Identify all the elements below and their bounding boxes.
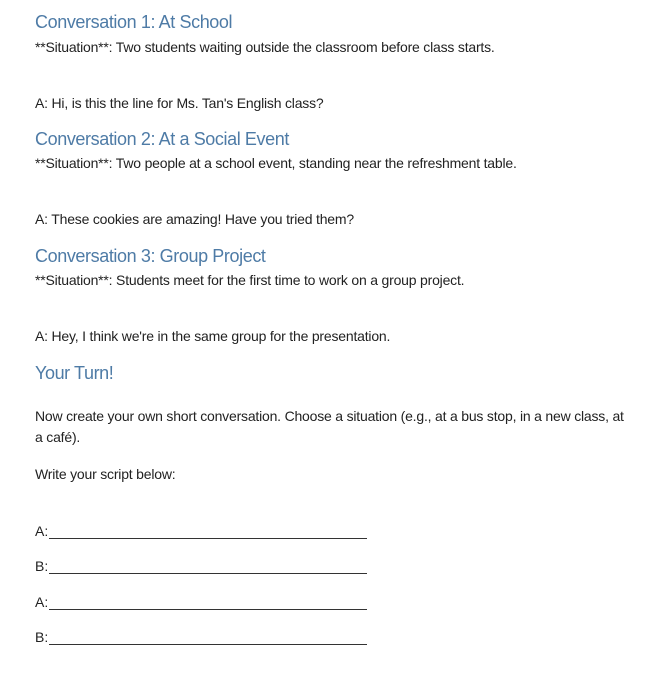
conversation-1-line-a: A: Hi, is this the line for Ms. Tan's English class? — [35, 95, 324, 111]
script-line-3-speaker: A: — [35, 594, 49, 610]
script-line-1-blank[interactable] — [49, 538, 367, 539]
script-line-3[interactable] — [35, 594, 375, 614]
your-turn-heading: Your Turn! — [35, 363, 114, 383]
script-line-1[interactable] — [35, 523, 375, 543]
your-turn-instructions: Now create your own short conversation. Choose a situation (e.g., at a bus stop, in a new class, at a café). — [35, 408, 624, 445]
conversation-1-heading: Conversation 1: At School — [35, 12, 233, 32]
script-line-4[interactable] — [35, 629, 375, 649]
conversation-2-heading: Conversation 2: At a Social Event — [35, 129, 289, 149]
script-line-3-blank[interactable] — [49, 609, 367, 610]
conversation-3-line-a: A: Hey, I think we're in the same group for the presentation. — [35, 328, 391, 344]
conversation-2-situation: **Situation**: Two people at a school event, standing near the refreshment table. — [35, 155, 517, 171]
conversation-3-situation: **Situation**: Students meet for the first time to work on a group project. — [35, 272, 465, 288]
conversation-3-heading: Conversation 3: Group Project — [35, 246, 266, 266]
script-line-2-speaker: B: — [35, 558, 49, 574]
script-line-4-blank[interactable] — [49, 644, 367, 645]
conversation-2-line-a: A: These cookies are amazing! Have you tried them? — [35, 211, 354, 227]
script-line-2-blank[interactable] — [49, 573, 367, 574]
your-turn-prompt: Write your script below: — [35, 466, 176, 482]
script-line-1-speaker: A: — [35, 523, 49, 539]
script-line-4-speaker: B: — [35, 629, 49, 645]
script-line-2[interactable] — [35, 558, 375, 578]
conversation-1-situation: **Situation**: Two students waiting outside the classroom before class starts. — [35, 39, 495, 55]
